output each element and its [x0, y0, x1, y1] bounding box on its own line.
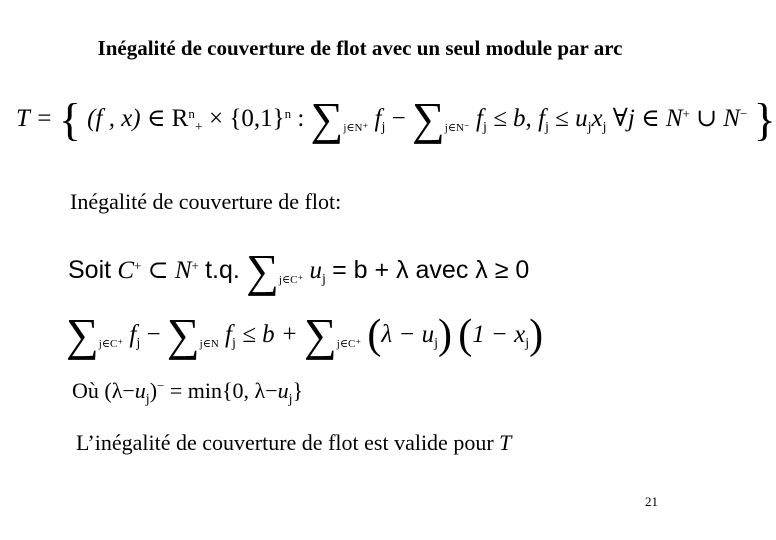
formula-text: f: [475, 105, 483, 132]
paren-close: ): [529, 312, 544, 358]
line-text: u: [134, 378, 146, 403]
line-text: ): [149, 378, 158, 403]
formula-text: 1 − x: [472, 321, 526, 348]
sum-sign: ∑: [310, 93, 344, 144]
formula-text: Soit: [68, 256, 112, 284]
line-text: L’inégalité de couverture de flot est valide pour: [76, 430, 494, 455]
sum-sign: ∑: [303, 309, 337, 360]
formula-sub: j: [136, 336, 141, 351]
line-text: = min{0, λ−: [169, 378, 278, 403]
formula-text: ∈ R: [146, 105, 189, 132]
formula-text: f: [225, 321, 232, 348]
formula-text: ⊂ N: [147, 257, 192, 284]
formula-sub: j∈N⁺: [343, 122, 369, 134]
formula-text: ≤: [555, 105, 569, 132]
formula-text: f: [538, 105, 546, 132]
line-text: u: [277, 378, 289, 403]
formula-sub: j: [545, 120, 549, 135]
formula-text: t.q.: [205, 256, 240, 284]
formula-text: × {0,1}: [208, 105, 285, 132]
formula-sup: −: [739, 106, 748, 121]
formula-text: ≤ b,: [493, 105, 532, 132]
formula-text: λ − u: [381, 321, 435, 348]
formula-sup: +: [682, 106, 690, 121]
formula-text: u: [575, 105, 588, 132]
brace-close: }: [753, 94, 776, 145]
formula-sub: j∈C⁺: [278, 274, 304, 286]
formula-sub: j∈C⁺: [98, 338, 124, 350]
sum-sign: ∑: [411, 93, 445, 144]
sum-sign: ∑: [166, 309, 200, 360]
formula-text: ≤ b +: [242, 321, 298, 348]
formula-text: C: [117, 257, 135, 284]
line-sub: j: [288, 392, 293, 407]
sum-sign: ∑: [66, 309, 99, 360]
line-text: }: [292, 378, 304, 403]
formula-text: u: [309, 257, 322, 284]
formula-sup: +: [191, 258, 199, 273]
formula-text: (f , x): [87, 105, 141, 132]
paren-close: ): [437, 312, 452, 358]
formula-text: :: [297, 105, 305, 132]
formula-sub: j: [482, 120, 487, 135]
formula-sub: j∈C⁺: [336, 338, 362, 350]
formula-sub: j∈N: [199, 338, 219, 350]
formula-sub: j: [321, 272, 326, 287]
section-subtitle: Inégalité de couverture de flot:: [70, 189, 342, 214]
formula-text: ∀j ∈ N: [612, 105, 683, 132]
formula-sup: n: [284, 106, 292, 121]
paren-open: (: [367, 312, 382, 358]
formula-text: x: [591, 105, 603, 132]
sum-sign: ∑: [246, 245, 279, 296]
line-text: T: [499, 430, 512, 455]
formula-sub: j: [587, 120, 592, 135]
formula-sub: j: [232, 336, 236, 351]
formula-sub: +: [194, 120, 203, 135]
flow-cover-inequality: [66, 308, 543, 361]
line-text: Où (λ−: [72, 378, 135, 403]
validity-statement: [76, 430, 511, 456]
slide-title: Inégalité de couverture de flot avec un seul module par arc: [97, 36, 623, 60]
soit-condition: [68, 244, 529, 297]
formula-sub: j: [434, 336, 438, 351]
formula-sup: +: [134, 258, 142, 273]
paren-open: (: [458, 312, 473, 358]
formula-text: = b + λ avec λ ≥ 0: [332, 256, 530, 284]
set-T-definition: [16, 92, 776, 146]
line-sup: −: [157, 378, 165, 393]
formula-sub: j: [602, 120, 607, 135]
line-sub: j: [145, 392, 150, 407]
formula-sub: j∈N⁻: [444, 122, 470, 134]
formula-text: f: [374, 105, 382, 132]
formula-sub: j: [381, 120, 386, 135]
formula-text: −: [146, 321, 161, 348]
formula-text: f: [129, 321, 137, 348]
formula-text: ∪ N: [696, 105, 740, 132]
brace-open: {: [58, 94, 81, 145]
formula-sup: n: [188, 106, 195, 121]
page-number: 21: [645, 494, 658, 509]
formula-sub: j: [525, 336, 530, 351]
formula-text: T =: [16, 105, 53, 132]
ou-definition-line: [72, 378, 303, 408]
formula-text: −: [391, 105, 406, 132]
